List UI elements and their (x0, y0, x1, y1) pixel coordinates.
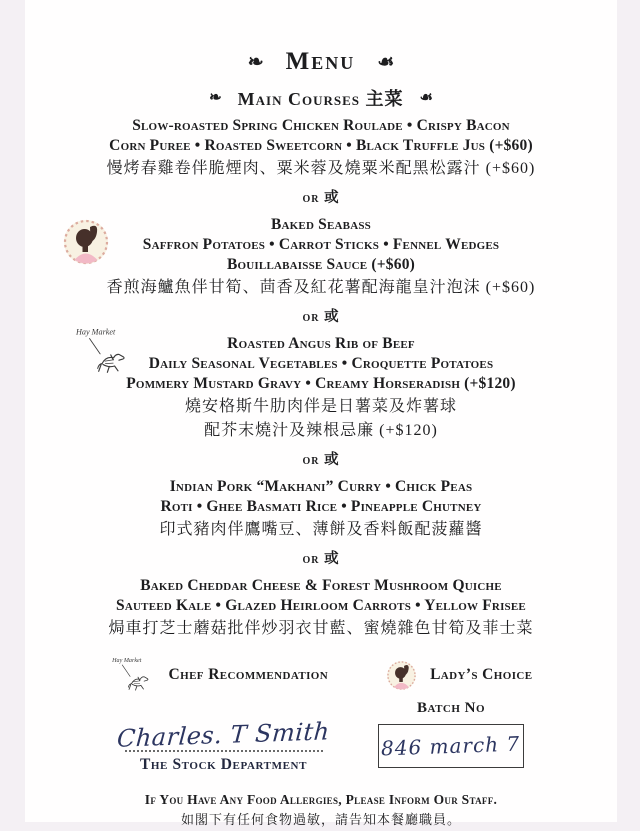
course-line-en: Corn Puree • Roasted Sweetcorn • Black Truffle Jus (+$60) (109, 137, 533, 154)
menu-page (25, 0, 617, 827)
or-separator: or 或 (302, 309, 340, 325)
course-line-en: Saffron Potatoes • Carrot Sticks • Fennel Wedges (142, 236, 500, 253)
department-label: The Stock Department (139, 756, 308, 773)
legend-row (25, 654, 617, 696)
signature-block (116, 700, 331, 774)
or-separator: or 或 (302, 551, 340, 567)
course-line-zh: 配芥末燒汁及辣根忌廉 (+$120) (204, 422, 438, 439)
course-beef (25, 327, 617, 442)
ladys-choice-icon (386, 660, 417, 691)
page-title-text: Menu (285, 48, 356, 75)
ladys-choice-icon (62, 218, 110, 266)
allergy-note-en: If You Have Any Food Allergies, Please Inform Our Staff. (144, 792, 498, 807)
page-title (25, 48, 617, 76)
course-line-zh: 慢烤春雞卷伴脆煙肉、粟米蓉及燒粟米配黑松露汁 (+$60) (106, 160, 536, 177)
legend-lady-label: Lady’s Choice (430, 666, 533, 683)
chef-recommendation-icon (73, 324, 135, 380)
course-line-zh: 印式豬肉伴鷹嘴豆、薄餅及香料飯配菠蘿醬 (159, 521, 483, 538)
batch-label: Batch No (416, 700, 486, 716)
chef-recommendation-icon (110, 654, 156, 696)
course-line-en: Slow-roasted Spring Chicken Roulade • Crispy Bacon (132, 117, 510, 134)
section-title (25, 85, 617, 111)
batch-box (378, 724, 524, 768)
course-line-en: Baked Seabass (270, 216, 371, 233)
course-line-zh: 燒安格斯牛肋肉伴是日薯菜及炸薯球 (184, 398, 457, 415)
or-separator: or 或 (302, 452, 340, 468)
batch-value: 846 march 7 (381, 731, 521, 761)
legend-chef (110, 654, 329, 696)
course-line-en: Baked Cheddar Cheese & Forest Mushroom Quiche (140, 577, 502, 594)
fleuron-left-icon: ❧ (209, 89, 222, 106)
legend-chef-label: Chef Recommendation (168, 666, 329, 683)
course-pork-curry (25, 477, 617, 541)
course-line-zh: 香煎海鱸魚伴甘筍、茴香及紅花薯配海龍皇汁泡沫 (+$60) (106, 279, 536, 296)
allergy-note (25, 791, 617, 829)
fleuron-right-icon: ☙ (419, 89, 433, 106)
hay-market-label: Hay Market (111, 658, 141, 665)
section-title-text: Main Courses 主菜 (237, 89, 404, 109)
allergy-note-zh: 如閣下有任何食物過敏，請告知本餐廳職員。 (180, 812, 461, 827)
course-line-en: Bouillabaisse Sauce (+$60) (226, 256, 415, 273)
course-line-en: Pommery Mustard Gravy • Creamy Horseradish (+$120) (126, 375, 516, 392)
course-line-en: Sauteed Kale • Glazed Heirloom Carrots • Yellow Frisee (116, 597, 526, 614)
course-quiche (25, 576, 617, 640)
course-line-zh: 焗車打芝士蘑菇批伴炒羽衣甘藍、蜜燒雜色甘筍及菲士菜 (108, 620, 534, 637)
batch-block (376, 700, 526, 768)
hay-market-label: Hay Market (76, 327, 116, 337)
course-line-en: Daily Seasonal Vegetables • Croquette Potatoes (148, 355, 494, 372)
course-seabass (25, 215, 617, 299)
legend-lady (386, 660, 532, 691)
course-chicken (25, 116, 617, 180)
course-line-en: Indian Pork “Makhani” Curry • Chick Peas (169, 478, 473, 495)
or-separator: or 或 (302, 190, 340, 206)
fleuron-right-icon: ☙ (377, 51, 395, 73)
course-line-en: Roasted Angus Rib of Beef (227, 335, 415, 352)
signature-batch-row (25, 700, 617, 774)
fleuron-left-icon: ❧ (247, 51, 264, 73)
course-line-en: Roti • Ghee Basmati Rice • Pineapple Chutney (160, 498, 482, 515)
signature: Charles. T Smith (116, 717, 331, 753)
